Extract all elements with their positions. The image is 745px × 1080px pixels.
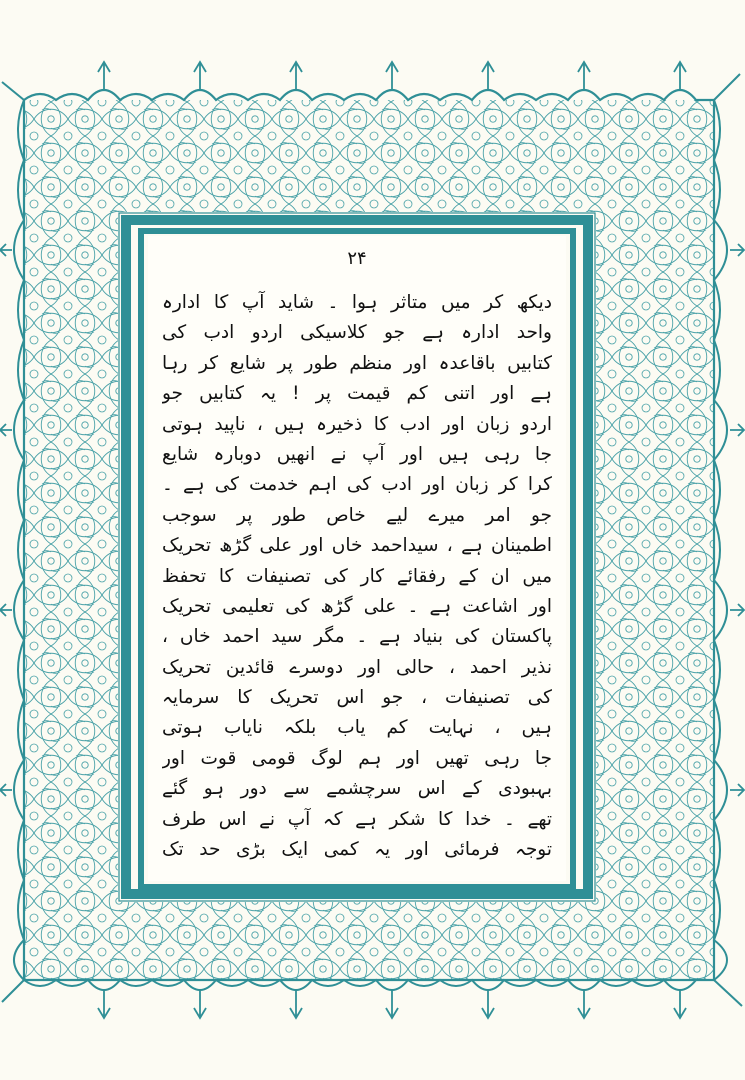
text-line: ہیں ، نہایت کم یاب بلکہ نایاب ہوتی	[162, 717, 552, 739]
text-line: جا رہی ہیں اور آپ نے انھیں دوبارہ شایع	[162, 443, 552, 465]
text-line: تھے ۔ خدا کا شکر ہے کہ آپ نے اس طرف	[162, 808, 552, 830]
text-line: اردو زبان اور ادب کا ذخیرہ ہیں ، ناپید ہوتی	[162, 413, 552, 435]
text-line: بہبودی کے اس سرچشمے سے دور ہو گئے	[162, 778, 552, 800]
text-line: کرا کر زبان اور ادب کی اہم خدمت کی ہے ۔	[162, 474, 552, 496]
text-line: اور اشاعت ہے ۔ علی گڑھ کی تعلیمی تحریک	[162, 595, 552, 617]
text-line: جا رہی تھیں اور ہم لوگ قومی قوت اور	[162, 747, 552, 769]
body-text	[162, 288, 552, 865]
text-line: میں ان کے رفقائے کار کی تصنیفات کا تحفظ	[162, 565, 552, 587]
text-line: واحد ادارہ ہے جو کلاسیکی اردو ادب کی	[162, 322, 552, 344]
text-line: کتابیں باقاعدہ اور منظم طور پر شایع کر رہا	[162, 352, 552, 374]
text-line: توجہ فرمائی اور یہ کمی ایک بڑی حد تک	[162, 839, 552, 861]
text-line: جو امر میرے لیے خاص طور پر سوجب	[162, 504, 552, 526]
text-line: کی تصنیفات ، جو اس تحریک کا سرمایہ	[162, 687, 552, 709]
text-line: ہے اور اتنی کم قیمت پر ! یہ کتابیں جو	[162, 383, 552, 405]
text-line: نذیر احمد ، حالی اور دوسرے قائدین تحریک	[162, 656, 552, 678]
text-line: اطمینان ہے ، سیداحمد خاں اور علی گڑھ تحریک	[162, 535, 552, 557]
page-number: ۲۴	[347, 248, 367, 269]
text-line: دیکھ کر میں متاثر ہوا ۔ شاید آپ کا ادارہ	[162, 292, 552, 313]
text-line: پاکستان کی بنیاد ہے ۔ مگر سید احمد خاں ،	[162, 626, 552, 648]
text-panel	[148, 236, 566, 881]
